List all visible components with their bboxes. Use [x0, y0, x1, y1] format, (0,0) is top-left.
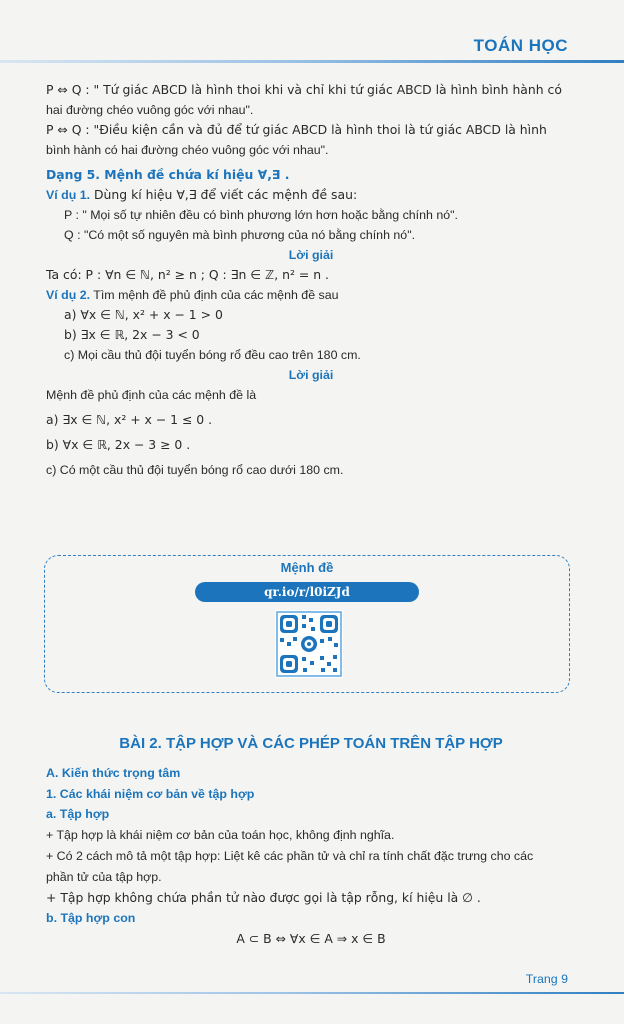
bullet-2b: phần tử của tập hợp. [46, 869, 162, 884]
section-title: BÀI 2. TẬP HỢP VÀ CÁC PHÉP TOÁN TRÊN TẬP HỢP [119, 735, 503, 752]
qr-link-button[interactable]: qr.io/r/l0iZJd [195, 582, 419, 602]
bullet-2a: + Có 2 cách mô tả một tập hợp: Liệt kê các phần tử và chỉ ra tính chất đặc trưng cho các [46, 848, 534, 863]
example-2-b: b) ∃x ∈ ℝ, 2x − 3 < 0 [64, 327, 200, 342]
bullet-1: + Tập hợp là khái niệm cơ bản của toán học, không định nghĩa. [46, 828, 395, 843]
equivalence-line-1a: P ⇔ Q : " Tứ giác ABCD là hình thoi khi và chỉ khi tứ giác ABCD là hình bình hành có [46, 82, 562, 97]
solution-1: Ta có: P : ∀n ∈ ℕ, n² ≥ n ; Q : ∃n ∈ ℤ, n² = n . [46, 267, 329, 282]
example-2-label: Ví dụ 2. [46, 288, 91, 302]
subsection-a: A. Kiến thức trọng tâm [46, 765, 181, 780]
dang5-heading: Dạng 5. Mệnh đề chứa kí hiệu ∀,∃ . [46, 167, 290, 182]
subsection-a-tap-hop: a. Tập hợp [46, 807, 110, 822]
equivalence-line-2b: bình hành có hai đường chéo vuông góc với nhau". [46, 143, 329, 157]
subset-formula: A ⊂ B ⇔ ∀x ∈ A ⇒ x ∈ B [236, 931, 386, 947]
header-title: TOÁN HỌC [473, 36, 568, 55]
solution-heading-2: Lời giải [288, 368, 334, 382]
page-number: Trang 9 [525, 972, 568, 986]
example-2 [46, 285, 576, 305]
section-bai-2 [46, 734, 576, 950]
equivalence-line-2a: P ⇔ Q : "Điều kiện cần và đủ để tứ giác ABCD là hình thoi là tứ giác ABCD là hình [46, 122, 547, 137]
example-1-text: Dùng kí hiệu ∀,∃ để viết các mệnh đề sau: [90, 187, 358, 202]
subsection-b-tap-hop-con: b. Tập hợp con [46, 911, 136, 926]
example-1 [46, 185, 576, 205]
solution-2-intro: Mệnh đề phủ định của các mệnh đề là [46, 388, 257, 402]
solution-heading-1: Lời giải [288, 248, 334, 262]
equivalence-line-1b: hai đường chéo vuông góc với nhau". [46, 103, 254, 117]
example-2-text: Tìm mệnh đề phủ định của các mệnh đề sau [90, 288, 339, 302]
qr-title: Mệnh đề [280, 560, 334, 575]
qr-code-icon[interactable] [275, 610, 343, 678]
footer-divider [0, 992, 624, 994]
solution-2-c: c) Có một cầu thủ đội tuyển bóng rổ cao dưới 180 cm. [46, 463, 344, 477]
example-1-p: P : " Mọi số tự nhiên đều có bình phương lớn hơn hoặc bằng chính nó". [64, 208, 458, 222]
example-1-label: Ví dụ 1. [46, 188, 91, 202]
page-content [46, 80, 576, 480]
header-divider [0, 60, 624, 63]
example-2-c: c) Mọi cầu thủ đội tuyển bóng rổ đều cao trên 180 cm. [64, 348, 361, 362]
example-1-q: Q : "Có một số nguyên mà bình phương của nó bằng chính nó". [64, 228, 416, 242]
example-2-a: a) ∀x ∈ ℕ, x² + x − 1 > 0 [64, 307, 223, 322]
qr-box [44, 555, 570, 693]
bullet-3: + Tập hợp không chứa phần tử nào được gọi là tập rỗng, kí hiệu là ∅ . [46, 889, 481, 905]
solution-2-a: a) ∃x ∈ ℕ, x² + x − 1 ≤ 0 . [46, 412, 213, 427]
subsection-1: 1. Các khái niệm cơ bản về tập hợp [46, 786, 255, 801]
solution-2-b: b) ∀x ∈ ℝ, 2x − 3 ≥ 0 . [46, 437, 191, 452]
